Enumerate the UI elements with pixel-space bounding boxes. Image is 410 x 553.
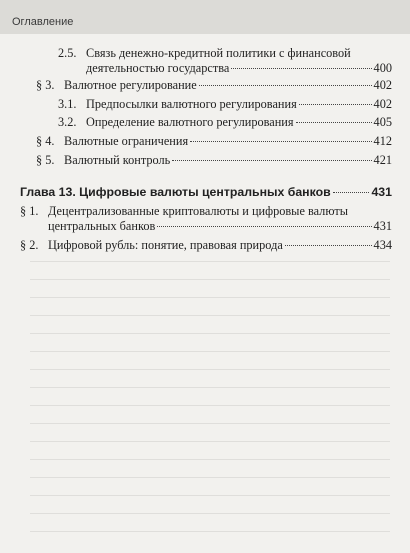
toc-page-number: 402 [373,97,392,111]
toc-number: 3.1. [58,97,77,111]
toc-number: § 5. [36,153,55,167]
dot-leader [299,104,372,105]
toc-entry-3-1[interactable] [0,97,410,115]
toc-entry-section-2[interactable] [0,238,410,257]
toc-entry-section-3[interactable] [0,78,410,97]
dot-leader [190,141,371,142]
toc-number: 3.2. [58,115,77,129]
toc-entry-section-4[interactable] [0,134,410,153]
toc-entry-3-2[interactable] [0,115,410,134]
toc-text: Децентрализованные криптовалюты и цифровые валюты [48,204,348,218]
dot-leader [172,160,371,161]
toc-text: Валютное регулирование [64,78,197,92]
toc-number: § 2. [20,238,39,252]
toc-text: Предпосылки валютного регулирования [86,97,297,111]
table-of-contents [0,46,410,257]
bleed-through-text [30,250,390,533]
toc-number: § 1. [20,204,39,218]
toc-page-number: 421 [373,153,392,167]
toc-number: 2.5. [58,46,77,60]
toc-entry-2-5[interactable] [0,46,410,80]
toc-text: Связь денежно-кредитной политики с финансовой [86,46,351,60]
toc-page-number: 412 [373,134,392,148]
toc-text: Цифровой рубль: понятие, правовая природа [48,238,283,252]
toc-page-number: 431 [371,185,392,199]
toc-entry-section-5[interactable] [0,153,410,185]
toc-page-number: 431 [373,219,392,233]
page-header [0,0,410,34]
toc-number: § 3. [36,78,55,92]
toc-page-number: 400 [373,61,392,75]
toc-entry-section-1[interactable] [0,204,410,238]
toc-text: Определение валютного регулирования [86,115,294,129]
toc-page-number: 405 [373,115,392,129]
toc-page-number: 402 [373,78,392,92]
toc-entry-chapter-13[interactable] [0,185,410,204]
toc-page-number: 434 [373,238,392,252]
toc-text: центральных банков [48,219,156,233]
dot-leader [296,122,372,123]
dot-leader [231,68,371,69]
dot-leader [157,226,371,227]
dot-leader [199,85,372,86]
dot-leader [333,192,370,193]
toc-number: § 4. [36,134,55,148]
toc-chapter-title: Глава 13. Цифровые валюты центральных банков [20,185,331,199]
dot-leader [285,245,372,246]
toc-text: Валютные ограничения [64,134,189,148]
toc-text: Валютный контроль [64,153,171,167]
toc-text: деятельностью государства [86,61,230,75]
header-title: Оглавление [12,16,74,28]
